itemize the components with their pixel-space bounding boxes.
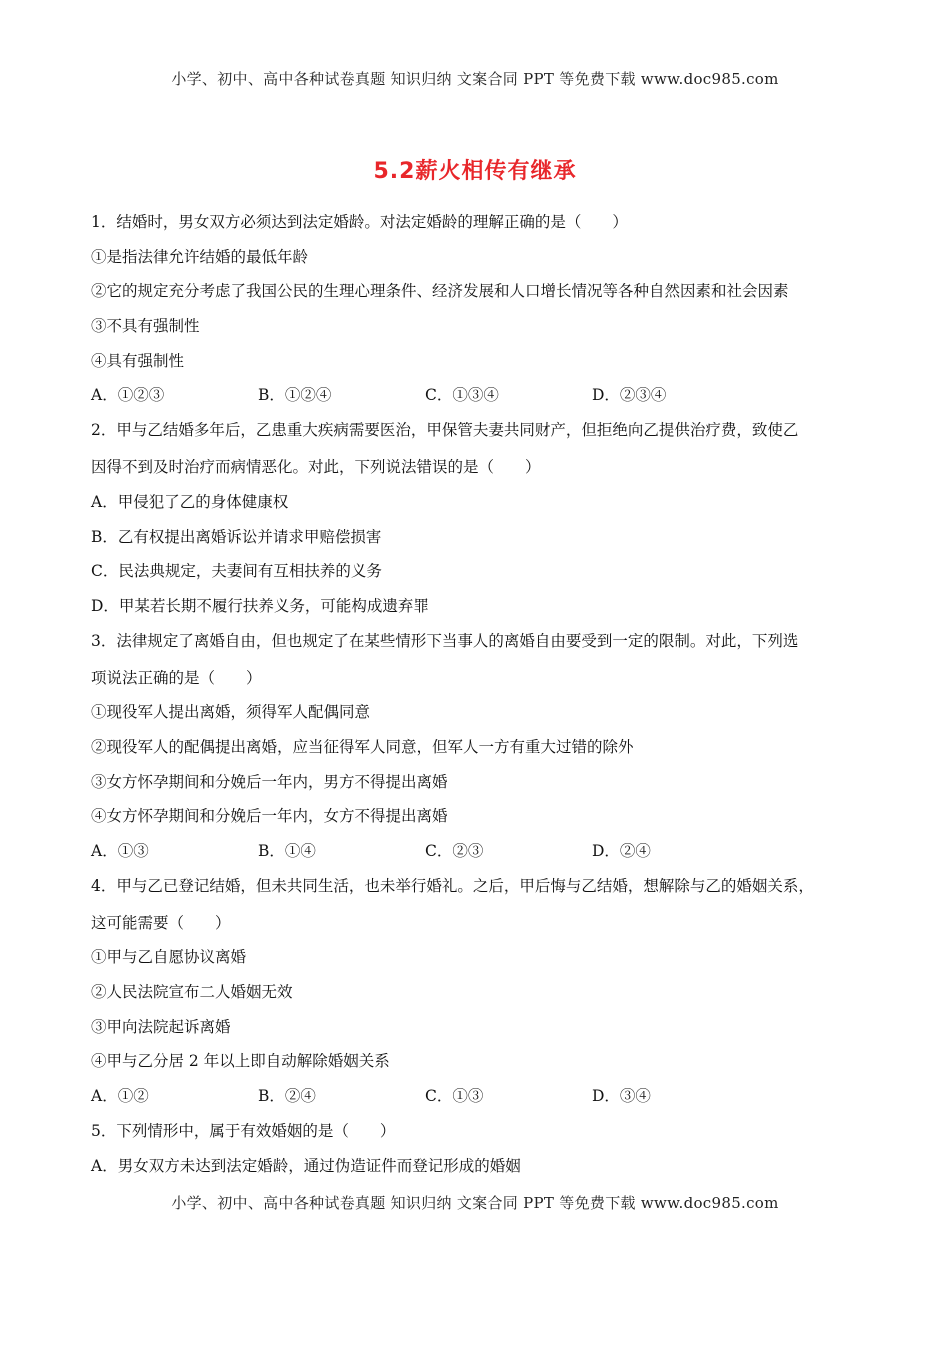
page-title: 5.2薪火相传有继承 — [373, 159, 577, 184]
q4-option-a: A．①② — [91, 1087, 149, 1106]
q3-option-d: D．②④ — [592, 842, 651, 860]
q2-option-b: B．乙有权提出离婚诉讼并请求甲赔偿损害 — [91, 527, 382, 546]
q3-statement-4: ④女方怀孕期间和分娩后一年内，女方不得提出离婚 — [91, 807, 448, 826]
q4-statement-4: ④甲与乙分居 2 年以上即自动解除婚姻关系 — [91, 1052, 390, 1071]
q1-statement-4: ④具有强制性 — [91, 351, 185, 370]
q2-stem-line1: 2．甲与乙结婚多年后，乙患重大疾病需要医治，甲保管夫妻共同财产，但拒绝向乙提供治疗费，致使乙 — [91, 421, 799, 440]
q1-stem: 1．结婚时，男女双方必须达到法定婚龄。对法定婚龄的理解正确的是（ ） — [91, 213, 628, 231]
q4-option-c: C．①③ — [425, 1087, 484, 1106]
q4-statement-2: ②人民法院宣布二人婚姻无效 — [91, 983, 293, 1002]
q4-options — [91, 1082, 871, 1117]
q2-stem-line2: 因得不到及时治疗而病情恶化。对此，下列说法错误的是（ ） — [91, 458, 541, 477]
q5-option-a: A．男女双方未达到法定婚龄，通过伪造证件而登记形成的婚姻 — [91, 1156, 521, 1175]
page-header: 小学、初中、高中各种试卷真题 知识归纳 文案合同 PPT 等免费下载 www.doc985.com — [171, 70, 779, 88]
q4-stem-line1: 4．甲与乙已登记结婚，但未共同生活，也未举行婚礼。之后，甲后悔与乙结婚，想解除与乙的婚姻关系， — [91, 876, 814, 895]
q3-option-b: B．①④ — [258, 842, 316, 860]
q3-statement-1: ①现役军人提出离婚，须得军人配偶同意 — [91, 703, 371, 722]
q4-option-d: D．③④ — [592, 1087, 651, 1106]
q2-option-c: C．民法典规定，夫妻间有互相扶养的义务 — [91, 562, 382, 581]
q3-option-c: C．②③ — [425, 842, 484, 860]
q1-option-c: C．①③④ — [425, 386, 499, 405]
q4-statement-1: ①甲与乙自愿协议离婚 — [91, 948, 247, 967]
q1-statement-1: ①是指法律允许结婚的最低年龄 — [91, 247, 309, 266]
q4-statement-3: ③甲向法院起诉离婚 — [91, 1017, 231, 1036]
question-list — [91, 208, 871, 1186]
q2-option-d: D．甲某若长期不履行扶养义务，可能构成遗弃罪 — [91, 596, 429, 615]
q5-stem: 5．下列情形中，属于有效婚姻的是（ ） — [91, 1121, 396, 1140]
q3-options — [91, 837, 871, 872]
q3-statement-2: ②现役军人的配偶提出离婚，应当征得军人同意，但军人一方有重大过错的除外 — [91, 737, 634, 756]
q1-option-a: A．①②③ — [91, 386, 165, 405]
q4-option-b: B．②④ — [258, 1087, 316, 1106]
q3-stem-line2: 项说法正确的是（ ） — [91, 668, 262, 687]
q1-option-b: B．①②④ — [258, 386, 332, 405]
q1-options — [91, 381, 871, 416]
q3-stem-line1: 3．法律规定了离婚自由，但也规定了在某些情形下当事人的离婚自由要受到一定的限制。对此，下列选 — [91, 631, 799, 650]
q4-stem-line2: 这可能需要（ ） — [91, 913, 231, 932]
q3-statement-3: ③女方怀孕期间和分娩后一年内，男方不得提出离婚 — [91, 772, 448, 791]
q1-statement-2: ②它的规定充分考虑了我国公民的生理心理条件、经济发展和人口增长情况等各种自然因素和社会因素 — [91, 282, 789, 301]
q1-statement-3: ③不具有强制性 — [91, 317, 200, 336]
q3-option-a: A．①③ — [91, 842, 149, 860]
page-footer: 小学、初中、高中各种试卷真题 知识归纳 文案合同 PPT 等免费下载 www.doc985.com — [171, 1194, 779, 1212]
q1-option-d: D．②③④ — [592, 386, 667, 405]
q2-option-a: A．甲侵犯了乙的身体健康权 — [91, 492, 289, 511]
